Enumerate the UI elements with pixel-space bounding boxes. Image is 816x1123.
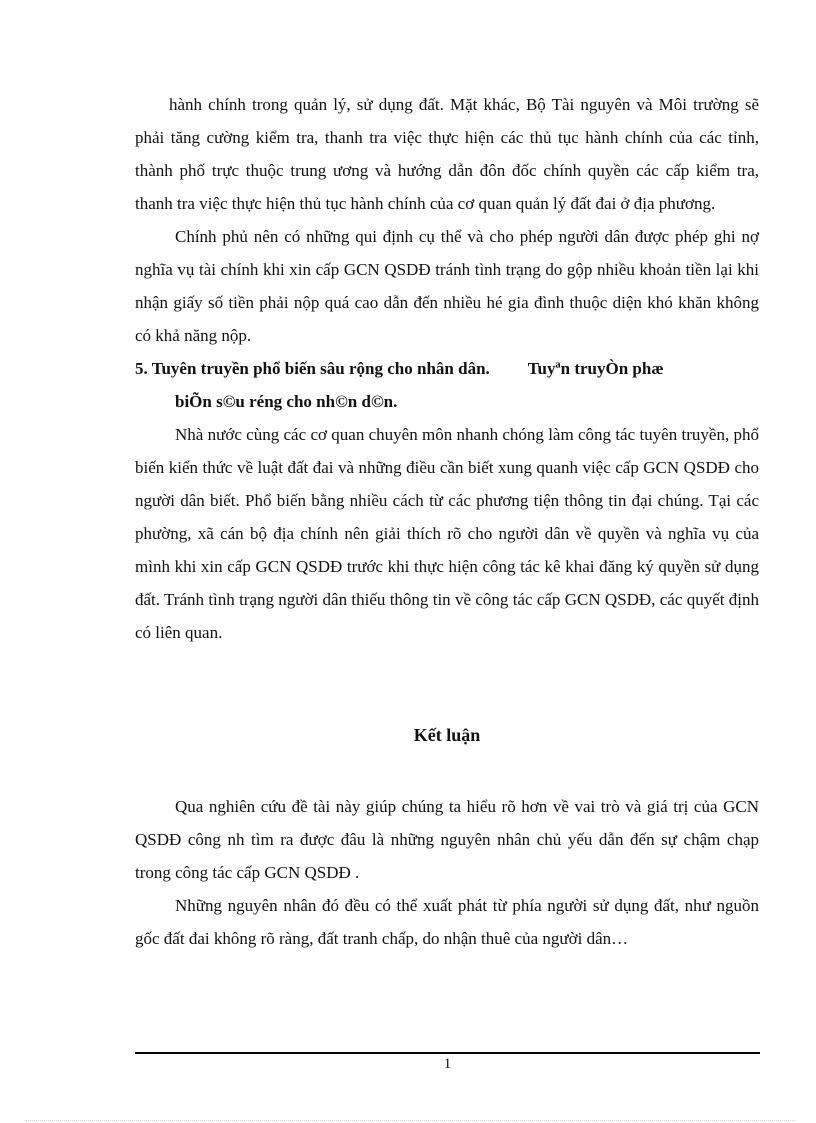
footer-divider [135, 1052, 760, 1054]
section-5-heading-text: 5. Tuyên truyền phổ biến sâu rộng cho nhân dân. [135, 359, 490, 378]
section-5-heading [135, 352, 759, 385]
paragraph-propaganda: Nhà nước cùng các cơ quan chuyên môn nhanh chóng làm công tác tuyên truyền, phổ biến kiến thức về luật đất đai và những điều cần biết xung quanh việc cấp GCN QSDĐ cho người dân biết. Phổ biến bằng nhiều cách từ các phương tiện thông tin đại chúng. Tại các phường, xã cán bộ địa chính nên giải thích rõ cho người dân về quyền và nghĩa vụ của mình khi xin cấp GCN QSDĐ trước khi thực hiện công tác kê khai đăng ký quyền sử dụng đất. Tránh tình trạng người dân thiếu thông tin về công tác cấp GCN QSDĐ, các quyết định có liên quan. [135, 425, 759, 642]
page-number: 1 [443, 1056, 452, 1072]
document-body [135, 88, 759, 955]
paragraph-continued: hành chính trong quản lý, sử dụng đất. Mặt khác, Bộ Tài nguyên và Môi trường sẽ phải tăng cường kiểm tra, thanh tra việc thực hiện các thủ tục hành chính của các tỉnh, thành phố trực thuộc trung ương và hướng dẫn đôn đốc chính quyền các cấp kiểm tra, thanh tra việc thực hiện thủ tục hành chính của cơ quan quản lý đất đai ở địa phương. [135, 95, 759, 213]
paragraph-government: Chính phủ nên có những qui định cụ thể và cho phép người dân được phép ghi nợ nghĩa vụ tài chính khi xin cấp GCN QSDĐ tránh tình trạng do gộp nhiều khoản tiền lại khi nhận giấy số tiền phải nộp quá cao dẫn đến nhiều hé gia đình thuộc diện khó khăn không có khả năng nộp. [135, 227, 759, 345]
garbled-heading-text-1: Tuyªn truyÒn phæ [527, 359, 664, 378]
conclusion-title: Kết luận [413, 725, 481, 745]
page-bottom-border [25, 1120, 795, 1121]
garbled-heading-text-2: biÕn s©u réng cho nh©n d©n. [175, 392, 398, 411]
conclusion-paragraph-2: Những nguyên nhân đó đều có thể xuất phát từ phía người sử dụng đất, như nguồn gốc đất đai không rõ ràng, đất tranh chấp, do nhận thuê của người dân… [135, 896, 759, 948]
conclusion-paragraph-1: Qua nghiên cứu đề tài này giúp chúng ta hiểu rõ hơn về vai trò và giá trị của GCN QSDĐ công nh tìm ra được đâu là những nguyên nhân chủ yếu dẫn đến sự chậm chạp trong công tác cấp GCN QSDĐ . [135, 797, 759, 882]
